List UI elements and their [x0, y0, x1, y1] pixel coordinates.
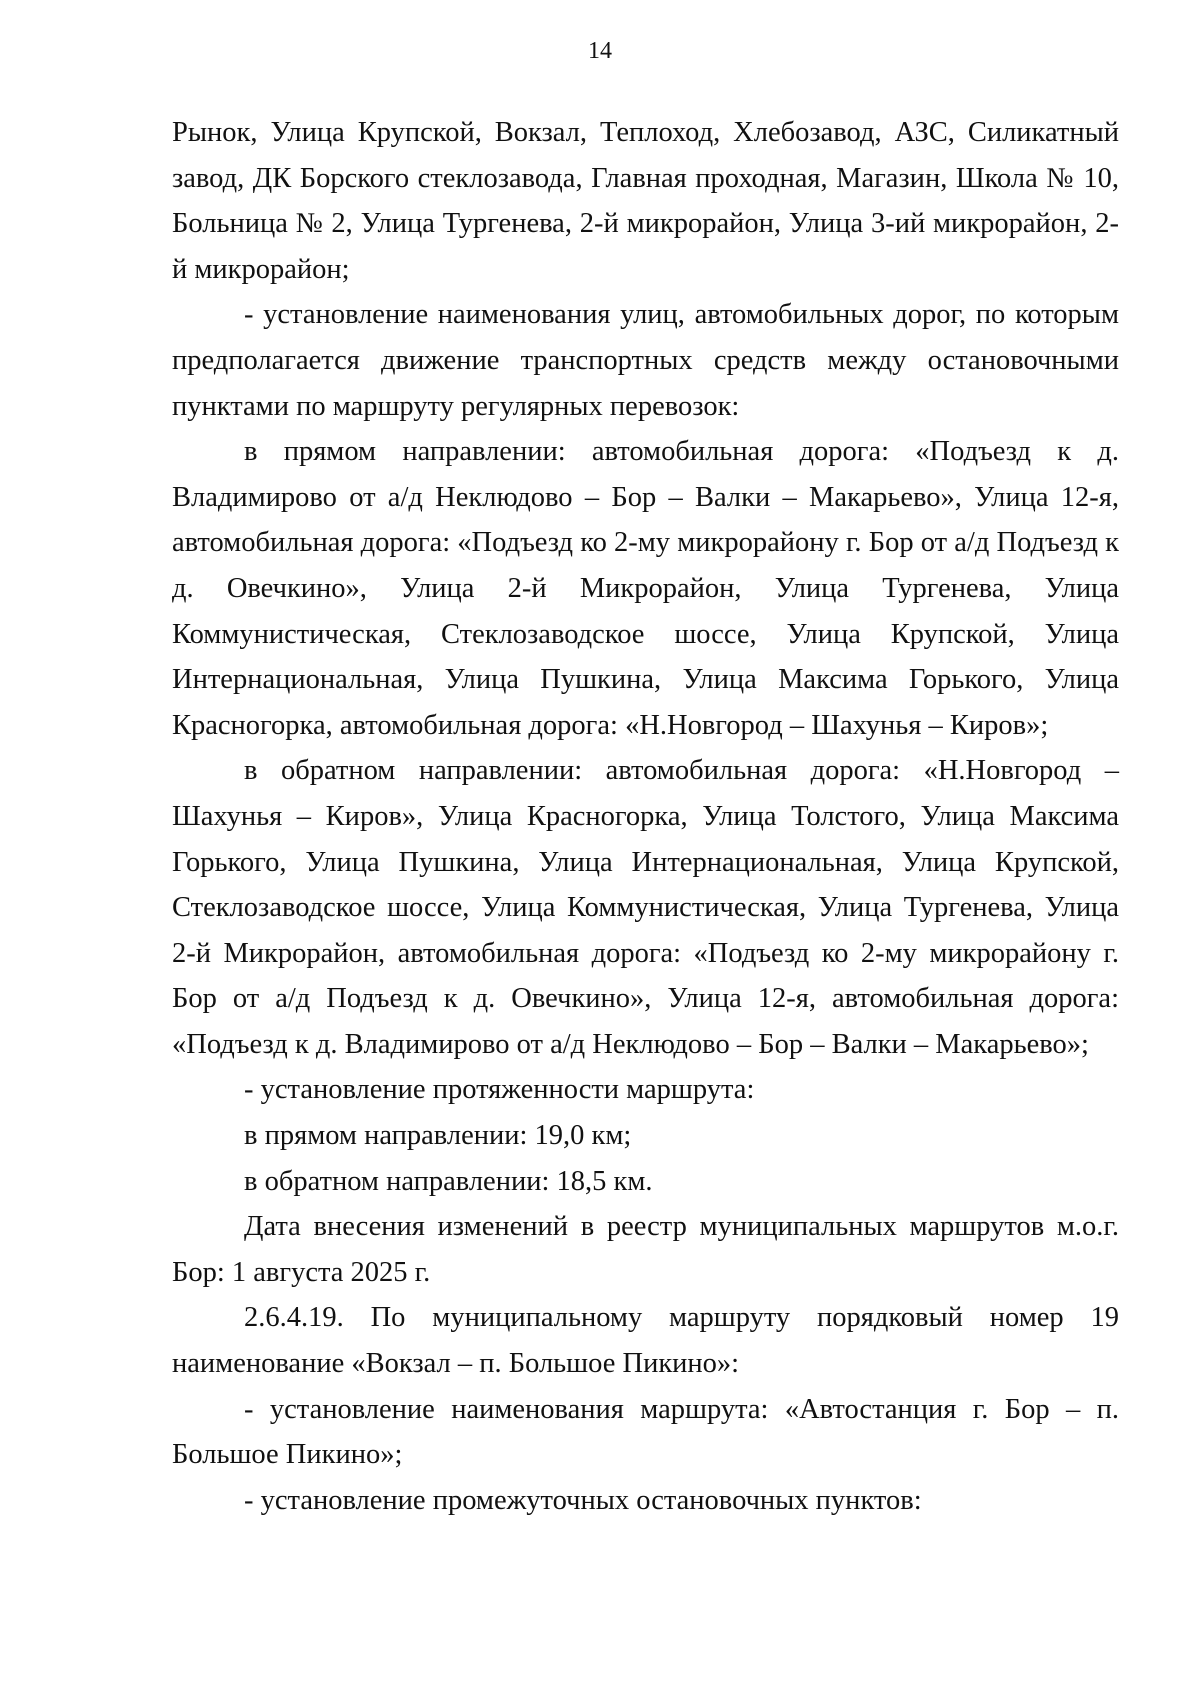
paragraph-reverse-direction: в обратном направлении: автомобильная дорога: «Н.Новгород – Шахунья – Киров», Улица Красногорка, Улица Толстого, Улица Максима Горького, Улица Пушкина, Улица Интернациональная, Улица Крупской, Стеклозаводское шоссе, Улица Коммунистическая, Улица Тургенева, Улица 2-й Микрорайон, автомобильная дорога: «Подъезд ко 2-му микрорайону г. Бор от а/д Подъезд к д. Овечкино», Улица 12-я, автомобильная дорога: «Подъезд к д. Владимирово от а/д Неклюдово – Бор – Валки – Макарьево»; — [172, 755, 1119, 1060]
document-body — [172, 110, 1119, 1523]
paragraph-streets-heading: - установление наименования улиц, автомобильных дорог, по которым предполагается движение транспортных средств между остановочными пунктами по маршруту регулярных перевозок: — [172, 299, 1119, 422]
paragraph-route-name: - установление наименования маршрута: «Автостанция г. Бор – п. Большое Пикино»; — [172, 1393, 1119, 1471]
paragraph-stops-list: Рынок, Улица Крупской, Вокзал, Теплоход, Хлебозавод, АЗС, Силикатный завод, ДК Борского стеклозавода, Главная проходная, Магазин, Школа № 10, Больница № 2, Улица Тургенева, 2-й микрорайон, Улица 3-ий микрорайон, 2-й микрорайон; — [172, 117, 1119, 285]
paragraph-forward-direction: в прямом направлении: автомобильная дорога: «Подъезд к д. Владимирово от а/д Неклюдово – Бор – Валки – Макарьево», Улица 12-я, автомобильная дорога: «Подъезд ко 2-му микрорайону г. Бор от а/д Подъезд к д. Овечкино», Улица 2-й Микрорайон, Улица Тургенева, Улица Коммунистическая, Стеклозаводское шоссе, Улица Крупской, Улица Интернациональная, Улица Пушкина, Улица Максима Горького, Улица Красногорка, автомобильная дорога: «Н.Новгород – Шахунья – Киров»; — [172, 436, 1119, 741]
paragraph-registry-date: Дата внесения изменений в реестр муниципальных маршрутов м.о.г. Бор: 1 августа 2025 г. — [172, 1211, 1119, 1288]
paragraph-forward-length: в прямом направлении: 19,0 км; — [244, 1120, 632, 1152]
page-number: 14 — [588, 38, 612, 64]
paragraph-reverse-length: в обратном направлении: 18,5 км. — [244, 1165, 653, 1197]
paragraph-route-length-heading: - установление протяженности маршрута: — [244, 1074, 755, 1106]
paragraph-route-19-heading: 2.6.4.19. По муниципальному маршруту порядковый номер 19 наименование «Вокзал – п. Большое Пикино»: — [172, 1302, 1119, 1380]
paragraph-intermediate-stops: - установление промежуточных остановочных пунктов: — [244, 1484, 922, 1516]
